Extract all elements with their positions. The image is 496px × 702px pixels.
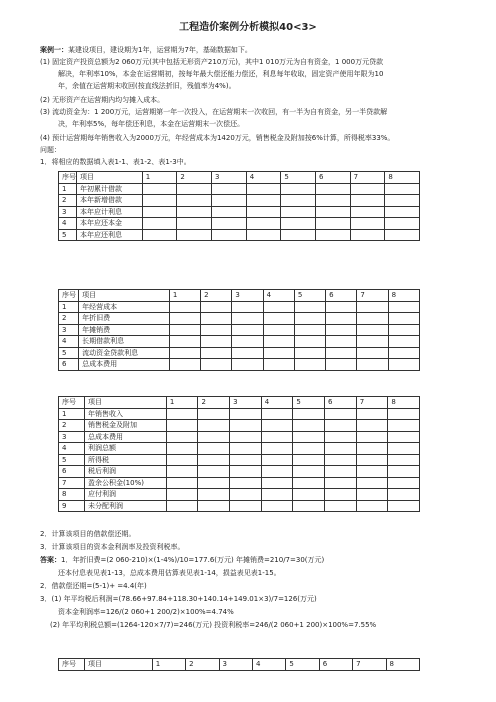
value-cell (293, 420, 325, 432)
value-cell (356, 408, 388, 420)
row-item: 未分配利润 (84, 500, 166, 512)
value-cell (198, 420, 230, 432)
header-year: 1 (152, 659, 185, 671)
row-no: 6 (59, 359, 79, 371)
value-cell (232, 336, 263, 348)
value-cell (230, 420, 262, 432)
value-cell (325, 477, 357, 489)
header-year: 8 (388, 397, 420, 409)
value-cell (212, 195, 247, 207)
value-cell (388, 347, 419, 359)
value-cell (198, 408, 230, 420)
row-no: 6 (59, 466, 85, 478)
value-cell (246, 183, 281, 195)
value-cell (388, 466, 420, 478)
value-cell (263, 301, 294, 313)
value-cell (350, 183, 385, 195)
value-cell (316, 229, 351, 241)
question-label: 问题： (40, 146, 61, 154)
value-cell (293, 431, 325, 443)
value-cell (230, 443, 262, 455)
table-row (59, 195, 420, 207)
value-cell (246, 206, 281, 218)
value-cell (294, 347, 325, 359)
header-year: 7 (356, 397, 388, 409)
value-cell (350, 206, 385, 218)
row-no: 4 (59, 218, 77, 230)
row-no: 2 (59, 313, 79, 325)
value-cell (263, 359, 294, 371)
row-item: 销售税金及附加 (84, 420, 166, 432)
value-cell (388, 324, 419, 336)
header-year: 2 (177, 172, 212, 184)
value-cell (326, 324, 357, 336)
value-cell (388, 301, 419, 313)
row-no: 3 (59, 431, 85, 443)
header-year: 2 (201, 290, 232, 302)
value-cell (230, 489, 262, 501)
value-cell (261, 443, 293, 455)
value-cell (169, 347, 200, 359)
row-no: 1 (59, 408, 85, 420)
value-cell (177, 218, 212, 230)
value-cell (177, 229, 212, 241)
header-no: 序号 (59, 397, 85, 409)
answer-1-text: 1．年折旧费=(2 060-210)×(1-4%)/10=177.6(万元) 年摊销费=210/7=30(万元) (61, 556, 325, 564)
value-cell (281, 206, 316, 218)
row-item: 年经营成本 (79, 301, 170, 313)
table-row (59, 183, 420, 195)
value-cell (388, 500, 420, 512)
row-item: 利润总额 (84, 443, 166, 455)
header-item: 项目 (84, 397, 166, 409)
value-cell (325, 466, 357, 478)
table-row (59, 324, 420, 336)
row-item: 年折旧费 (79, 313, 170, 325)
question-1: 1．将相应的数据填入表1-1、表1-2、表1-3中。 (40, 158, 191, 166)
answer-3c: (2) 年平均利税总额=(1264-120×7/7)=246(万元) 投资利税率=246/(2 060+1 200)×100%=7.55% (50, 621, 377, 629)
value-cell (385, 195, 420, 207)
value-cell (177, 183, 212, 195)
value-cell (212, 206, 247, 218)
value-cell (325, 454, 357, 466)
value-cell (166, 500, 198, 512)
value-cell (263, 313, 294, 325)
value-cell (230, 454, 262, 466)
header-year: 3 (230, 397, 262, 409)
table-1-13 (58, 658, 420, 671)
table-header-row (59, 290, 420, 302)
header-year: 7 (353, 659, 386, 671)
value-cell (142, 206, 177, 218)
row-item: 本年新增借款 (77, 195, 143, 207)
value-cell (356, 443, 388, 455)
value-cell (325, 489, 357, 501)
header-year: 6 (319, 659, 352, 671)
value-cell (357, 336, 388, 348)
value-cell (261, 500, 293, 512)
value-cell (357, 359, 388, 371)
condition-1: (1) 固定资产投资总额为2 060万元(其中包括无形资产210万元)，其中1 010万元为自有资金，1 000万元贷款 (40, 58, 384, 66)
value-cell (230, 431, 262, 443)
value-cell (142, 218, 177, 230)
header-year: 1 (166, 397, 198, 409)
table-row (59, 301, 420, 313)
table-row (59, 313, 420, 325)
table-row (59, 336, 420, 348)
value-cell (261, 477, 293, 489)
value-cell (230, 408, 262, 420)
table-1-1 (58, 171, 420, 241)
value-cell (166, 408, 198, 420)
value-cell (325, 420, 357, 432)
value-cell (357, 301, 388, 313)
value-cell (388, 431, 420, 443)
value-cell (232, 313, 263, 325)
answer-3b: 资本金利润率=126/(2 060+1 200/2)×100%=4.74% (58, 608, 234, 616)
value-cell (294, 336, 325, 348)
row-item: 税后利润 (84, 466, 166, 478)
value-cell (198, 477, 230, 489)
value-cell (261, 454, 293, 466)
row-no: 8 (59, 489, 85, 501)
value-cell (201, 359, 232, 371)
value-cell (350, 229, 385, 241)
value-cell (316, 206, 351, 218)
table-row (59, 218, 420, 230)
row-item: 总成本费用 (79, 359, 170, 371)
value-cell (261, 408, 293, 420)
value-cell (169, 301, 200, 313)
case-heading: 案例一： (40, 46, 68, 54)
row-no: 5 (59, 347, 79, 359)
header-year: 5 (286, 659, 319, 671)
value-cell (169, 324, 200, 336)
value-cell (385, 229, 420, 241)
row-item: 本年应还本金 (77, 218, 143, 230)
value-cell (169, 313, 200, 325)
value-cell (357, 313, 388, 325)
header-year: 8 (385, 172, 420, 184)
value-cell (246, 195, 281, 207)
header-item: 项目 (77, 172, 143, 184)
value-cell (326, 313, 357, 325)
row-item: 本年应计利息 (77, 206, 143, 218)
value-cell (325, 408, 357, 420)
answer-1 (40, 556, 324, 565)
header-no: 序号 (59, 172, 77, 184)
value-cell (294, 359, 325, 371)
header-no: 序号 (59, 659, 85, 671)
table-header-row (59, 172, 420, 184)
value-cell (246, 229, 281, 241)
header-year: 6 (325, 397, 357, 409)
value-cell (281, 229, 316, 241)
header-year: 6 (316, 172, 351, 184)
condition-3: (3) 流动资金为：1 200万元，运营期第一年一次投入，在运营期末一次收回，有一半为自有资金，另一半贷款解 (40, 108, 388, 116)
value-cell (166, 489, 198, 501)
condition-2: (2) 无形资产在运营期内均匀摊入成本。 (40, 96, 165, 104)
value-cell (281, 195, 316, 207)
table-row (59, 408, 420, 420)
value-cell (263, 324, 294, 336)
value-cell (356, 477, 388, 489)
row-item: 总成本费用 (84, 431, 166, 443)
header-item: 项目 (84, 659, 152, 671)
value-cell (326, 359, 357, 371)
row-no: 4 (59, 336, 79, 348)
value-cell (212, 229, 247, 241)
table-row (59, 206, 420, 218)
condition-3-cont: 决，年利率5%，每年偿还利息，本金在运营期末一次偿还。 (58, 120, 245, 128)
row-item: 长期借款利息 (79, 336, 170, 348)
value-cell (293, 466, 325, 478)
value-cell (385, 218, 420, 230)
value-cell (198, 466, 230, 478)
header-year: 4 (252, 659, 285, 671)
value-cell (294, 301, 325, 313)
value-cell (388, 489, 420, 501)
value-cell (201, 324, 232, 336)
question-3: 3．计算该项目的资本金利润率及投资利税率。 (40, 543, 185, 551)
value-cell (388, 454, 420, 466)
row-no: 5 (59, 229, 77, 241)
value-cell (350, 218, 385, 230)
header-year: 2 (198, 397, 230, 409)
value-cell (198, 431, 230, 443)
row-no: 2 (59, 195, 77, 207)
row-no: 5 (59, 454, 85, 466)
header-year: 7 (357, 290, 388, 302)
value-cell (388, 313, 419, 325)
condition-1-cont: 解决，年利率10%，本金在运营期初，按每年最大偿还能力偿还，利息每年收取，固定资产使用年限为10 (58, 70, 384, 78)
answer-1b: 还本付息表见表1-13，总成本费用估算表见表1-14，损益表见表1-15。 (58, 569, 281, 577)
answer-3: 3．(1) 年平均税后利润=(78.66+97.84+118.30+140.14+149.01×3)/7=126(万元) (40, 595, 317, 603)
value-cell (201, 336, 232, 348)
header-year: 3 (219, 659, 252, 671)
header-year: 3 (232, 290, 263, 302)
row-item: 年摊销费 (79, 324, 170, 336)
value-cell (177, 195, 212, 207)
table-row (59, 347, 420, 359)
header-year: 5 (293, 397, 325, 409)
value-cell (356, 500, 388, 512)
value-cell (166, 443, 198, 455)
value-cell (169, 336, 200, 348)
row-no: 1 (59, 301, 79, 313)
header-year: 8 (386, 659, 420, 671)
row-no: 1 (59, 183, 77, 195)
row-item: 年销售收入 (84, 408, 166, 420)
value-cell (388, 336, 419, 348)
row-item: 应付利润 (84, 489, 166, 501)
header-year: 4 (263, 290, 294, 302)
value-cell (261, 420, 293, 432)
value-cell (201, 313, 232, 325)
header-year: 4 (246, 172, 281, 184)
value-cell (293, 489, 325, 501)
value-cell (230, 500, 262, 512)
value-cell (356, 431, 388, 443)
value-cell (261, 489, 293, 501)
value-cell (356, 454, 388, 466)
value-cell (388, 477, 420, 489)
value-cell (169, 359, 200, 371)
header-no: 序号 (59, 290, 79, 302)
header-year: 3 (212, 172, 247, 184)
table-row (59, 443, 420, 455)
table-row (59, 229, 420, 241)
value-cell (293, 408, 325, 420)
table-header-row (59, 397, 420, 409)
row-no: 7 (59, 477, 85, 489)
value-cell (232, 301, 263, 313)
table-row (59, 420, 420, 432)
header-year: 5 (281, 172, 316, 184)
case-intro (40, 46, 252, 55)
value-cell (166, 466, 198, 478)
value-cell (325, 431, 357, 443)
header-year: 8 (388, 290, 419, 302)
row-item: 流动资金贷款利息 (79, 347, 170, 359)
header-year: 1 (169, 290, 200, 302)
value-cell (166, 420, 198, 432)
value-cell (385, 206, 420, 218)
condition-1-cont2: 年，余值在运营期末收回(按直线法折旧，残值率为4%)。 (58, 82, 236, 90)
value-cell (316, 218, 351, 230)
value-cell (326, 336, 357, 348)
value-cell (316, 183, 351, 195)
value-cell (326, 301, 357, 313)
value-cell (293, 454, 325, 466)
table-row (59, 500, 420, 512)
value-cell (325, 500, 357, 512)
value-cell (201, 301, 232, 313)
value-cell (166, 454, 198, 466)
value-cell (350, 195, 385, 207)
value-cell (198, 489, 230, 501)
value-cell (294, 324, 325, 336)
value-cell (198, 500, 230, 512)
case-intro-text: 某建设项目，建设期为1年，运营期为7年，基础数据如下。 (68, 46, 252, 54)
value-cell (230, 477, 262, 489)
page-title: 工程造价案例分析模拟40<3> (179, 22, 317, 33)
answer-label: 答案： (40, 556, 61, 564)
value-cell (198, 454, 230, 466)
row-no: 3 (59, 206, 77, 218)
row-item: 年初累计借款 (77, 183, 143, 195)
value-cell (142, 229, 177, 241)
value-cell (142, 183, 177, 195)
table-1-2 (58, 289, 420, 371)
row-item: 所得税 (84, 454, 166, 466)
table-row (59, 454, 420, 466)
value-cell (142, 195, 177, 207)
value-cell (212, 183, 247, 195)
header-year: 4 (261, 397, 293, 409)
value-cell (294, 313, 325, 325)
value-cell (263, 347, 294, 359)
row-item: 盈余公积金(10%) (84, 477, 166, 489)
header-year: 6 (326, 290, 357, 302)
value-cell (356, 489, 388, 501)
header-item: 项目 (79, 290, 170, 302)
table-row (59, 477, 420, 489)
value-cell (388, 408, 420, 420)
value-cell (293, 500, 325, 512)
value-cell (357, 347, 388, 359)
header-year: 2 (186, 659, 219, 671)
value-cell (166, 477, 198, 489)
value-cell (230, 466, 262, 478)
value-cell (246, 218, 281, 230)
value-cell (281, 218, 316, 230)
row-item: 本年应还利息 (77, 229, 143, 241)
value-cell (357, 324, 388, 336)
value-cell (232, 359, 263, 371)
value-cell (177, 206, 212, 218)
value-cell (325, 443, 357, 455)
value-cell (388, 443, 420, 455)
value-cell (212, 218, 247, 230)
row-no: 3 (59, 324, 79, 336)
table-header-row (59, 659, 420, 671)
value-cell (232, 324, 263, 336)
value-cell (385, 183, 420, 195)
row-no: 9 (59, 500, 85, 512)
value-cell (232, 347, 263, 359)
value-cell (356, 420, 388, 432)
value-cell (293, 443, 325, 455)
value-cell (326, 347, 357, 359)
table-1-3 (58, 396, 420, 512)
table-row (59, 489, 420, 501)
value-cell (198, 443, 230, 455)
value-cell (261, 431, 293, 443)
header-year: 1 (142, 172, 177, 184)
value-cell (166, 431, 198, 443)
condition-4: (4) 预计运营期每年销售收入为2000万元，年经营成本为1420万元，销售税金及附加按6%计算，所得税率33%。 (40, 134, 395, 142)
value-cell (263, 336, 294, 348)
value-cell (388, 420, 420, 432)
value-cell (356, 466, 388, 478)
row-no: 4 (59, 443, 85, 455)
value-cell (293, 477, 325, 489)
value-cell (281, 183, 316, 195)
answer-2: 2．借款偿还期=(5-1)+ =4.4(年) (40, 582, 147, 590)
table-row (59, 359, 420, 371)
header-year: 5 (294, 290, 325, 302)
table-row (59, 431, 420, 443)
value-cell (388, 359, 419, 371)
question-2: 2．计算该项目的借款偿还期。 (40, 530, 136, 538)
value-cell (316, 195, 351, 207)
header-year: 7 (350, 172, 385, 184)
value-cell (201, 347, 232, 359)
table-row (59, 466, 420, 478)
value-cell (261, 466, 293, 478)
row-no: 2 (59, 420, 85, 432)
